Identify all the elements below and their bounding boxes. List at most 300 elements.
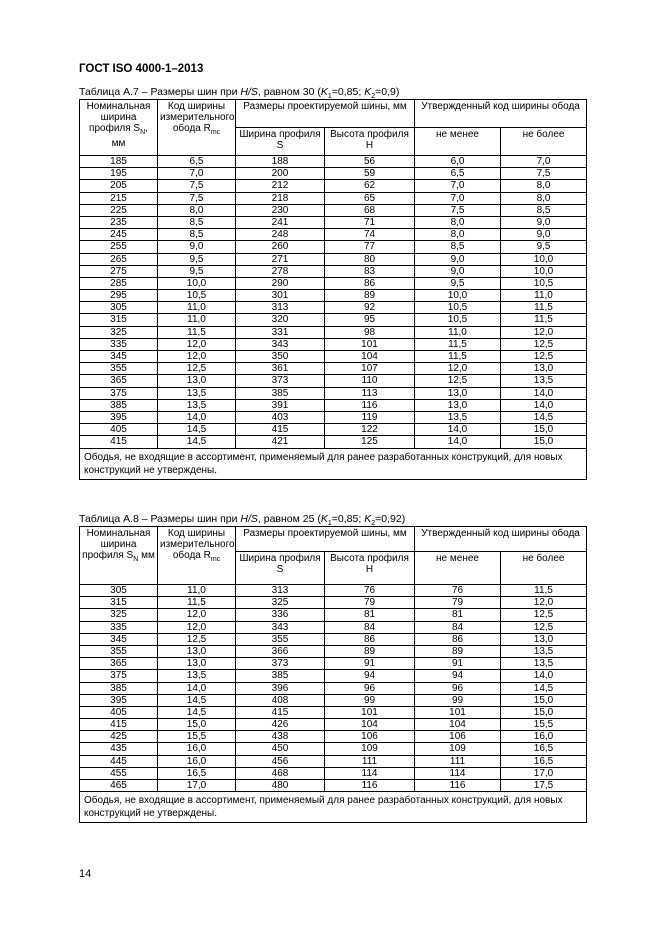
cell-min-rim: 13,0 xyxy=(415,399,501,411)
table-row xyxy=(80,694,587,706)
table-row xyxy=(80,229,587,241)
header-approved-rim-code: Утвержденный код ширины обода xyxy=(415,527,587,552)
table-row xyxy=(80,314,587,326)
cell-rim-code: 15,5 xyxy=(158,731,236,743)
cell-rim-code: 8,5 xyxy=(158,216,236,228)
cell-section-width: 271 xyxy=(236,253,325,265)
table-row xyxy=(80,216,587,228)
cell-nominal-width: 325 xyxy=(80,609,158,621)
cell-max-rim: 15,5 xyxy=(501,719,587,731)
cell-rim-code: 7,0 xyxy=(158,168,236,180)
cell-rim-code: 14,5 xyxy=(158,436,236,448)
cell-section-height: 99 xyxy=(325,694,415,706)
cell-section-height: 81 xyxy=(325,609,415,621)
table-a7-note: Ободья, не входящие в ассортимент, применяемый для ранее разработанных конструкций, для новых конструкций не утверждены. xyxy=(80,448,587,479)
cell-max-rim: 8,0 xyxy=(501,180,587,192)
cell-section-height: 68 xyxy=(325,204,415,216)
table-row xyxy=(80,387,587,399)
cell-max-rim: 15,0 xyxy=(501,436,587,448)
cell-max-rim: 17,0 xyxy=(501,767,587,779)
cell-section-height: 94 xyxy=(325,670,415,682)
cell-section-width: 468 xyxy=(236,767,325,779)
table-row xyxy=(80,253,587,265)
cell-nominal-width: 345 xyxy=(80,633,158,645)
header-max: не более xyxy=(501,552,587,585)
cell-section-height: 59 xyxy=(325,168,415,180)
cell-section-width: 385 xyxy=(236,670,325,682)
cell-max-rim: 9,0 xyxy=(501,216,587,228)
cell-min-rim: 7,5 xyxy=(415,204,501,216)
cell-rim-code: 12,0 xyxy=(158,621,236,633)
cell-rim-code: 14,0 xyxy=(158,411,236,423)
cell-section-height: 71 xyxy=(325,216,415,228)
cell-nominal-width: 395 xyxy=(80,411,158,423)
cell-rim-code: 10,0 xyxy=(158,277,236,289)
cell-section-width: 301 xyxy=(236,290,325,302)
cell-rim-code: 16,0 xyxy=(158,743,236,755)
cell-section-height: 116 xyxy=(325,780,415,792)
cell-max-rim: 7,5 xyxy=(501,168,587,180)
cell-rim-code: 14,5 xyxy=(158,424,236,436)
header-min: не менее xyxy=(415,552,501,585)
cell-section-width: 290 xyxy=(236,277,325,289)
cell-section-width: 218 xyxy=(236,192,325,204)
cell-min-rim: 8,0 xyxy=(415,229,501,241)
cell-section-width: 415 xyxy=(236,706,325,718)
cell-rim-code: 10,5 xyxy=(158,290,236,302)
cell-nominal-width: 435 xyxy=(80,743,158,755)
cell-section-width: 373 xyxy=(236,375,325,387)
cell-section-width: 248 xyxy=(236,229,325,241)
cell-rim-code: 11,5 xyxy=(158,326,236,338)
cell-max-rim: 12,5 xyxy=(501,351,587,363)
cell-nominal-width: 425 xyxy=(80,731,158,743)
cell-min-rim: 91 xyxy=(415,658,501,670)
cell-rim-code: 13,5 xyxy=(158,670,236,682)
cell-rim-code: 7,5 xyxy=(158,180,236,192)
cell-max-rim: 15,0 xyxy=(501,424,587,436)
table-row xyxy=(80,351,587,363)
cell-section-height: 109 xyxy=(325,743,415,755)
cell-max-rim: 12,5 xyxy=(501,609,587,621)
cell-min-rim: 10,0 xyxy=(415,290,501,302)
cell-nominal-width: 375 xyxy=(80,387,158,399)
cell-max-rim: 9,5 xyxy=(501,241,587,253)
cell-rim-code: 15,0 xyxy=(158,719,236,731)
cell-max-rim: 14,5 xyxy=(501,682,587,694)
table-row xyxy=(80,411,587,423)
cell-nominal-width: 255 xyxy=(80,241,158,253)
cell-section-width: 343 xyxy=(236,621,325,633)
cell-max-rim: 15,0 xyxy=(501,706,587,718)
cell-section-height: 86 xyxy=(325,633,415,645)
cell-min-rim: 114 xyxy=(415,767,501,779)
table-row xyxy=(80,755,587,767)
table-row xyxy=(80,767,587,779)
cell-section-width: 426 xyxy=(236,719,325,731)
cell-nominal-width: 325 xyxy=(80,326,158,338)
cell-section-height: 101 xyxy=(325,706,415,718)
cell-rim-code: 16,5 xyxy=(158,767,236,779)
cell-nominal-width: 215 xyxy=(80,192,158,204)
cell-min-rim: 8,0 xyxy=(415,216,501,228)
header-min: не менее xyxy=(415,128,501,156)
header-design-dimensions: Размеры проектируемой шины, мм xyxy=(236,100,415,128)
cell-nominal-width: 415 xyxy=(80,436,158,448)
cell-min-rim: 94 xyxy=(415,670,501,682)
cell-min-rim: 101 xyxy=(415,706,501,718)
cell-section-width: 391 xyxy=(236,399,325,411)
cell-min-rim: 116 xyxy=(415,780,501,792)
cell-rim-code: 14,5 xyxy=(158,706,236,718)
cell-section-height: 104 xyxy=(325,719,415,731)
cell-nominal-width: 265 xyxy=(80,253,158,265)
document-header: ГОСТ ISO 4000-1–2013 xyxy=(79,63,204,75)
cell-min-rim: 10,5 xyxy=(415,302,501,314)
cell-rim-code: 6,5 xyxy=(158,156,236,168)
cell-section-width: 212 xyxy=(236,180,325,192)
table-row xyxy=(80,436,587,448)
header-approved-rim-code: Утвержденный код ширины обода xyxy=(415,100,587,128)
cell-min-rim: 106 xyxy=(415,731,501,743)
table-row xyxy=(80,719,587,731)
cell-section-width: 278 xyxy=(236,265,325,277)
cell-max-rim: 16,5 xyxy=(501,743,587,755)
cell-section-width: 331 xyxy=(236,326,325,338)
cell-min-rim: 86 xyxy=(415,633,501,645)
table-row xyxy=(80,682,587,694)
cell-max-rim: 13,5 xyxy=(501,375,587,387)
cell-max-rim: 9,0 xyxy=(501,229,587,241)
cell-min-rim: 109 xyxy=(415,743,501,755)
header-rim-code: Код ширины измерительного обода $R_{mc}$ xyxy=(158,527,236,585)
page-number: 14 xyxy=(79,868,92,880)
cell-nominal-width: 315 xyxy=(80,597,158,609)
cell-max-rim: 11,0 xyxy=(501,290,587,302)
cell-section-height: 76 xyxy=(325,585,415,597)
cell-rim-code: 13,0 xyxy=(158,658,236,670)
cell-section-height: 110 xyxy=(325,375,415,387)
cell-section-height: 101 xyxy=(325,338,415,350)
cell-rim-code: 14,5 xyxy=(158,694,236,706)
cell-rim-code: 12,5 xyxy=(158,633,236,645)
cell-section-height: 79 xyxy=(325,597,415,609)
cell-min-rim: 12,5 xyxy=(415,375,501,387)
cell-max-rim: 8,0 xyxy=(501,192,587,204)
cell-rim-code: 12,5 xyxy=(158,363,236,375)
cell-min-rim: 81 xyxy=(415,609,501,621)
cell-max-rim: 14,0 xyxy=(501,399,587,411)
cell-section-height: 125 xyxy=(325,436,415,448)
cell-min-rim: 11,5 xyxy=(415,338,501,350)
cell-nominal-width: 405 xyxy=(80,424,158,436)
cell-min-rim: 79 xyxy=(415,597,501,609)
cell-nominal-width: 385 xyxy=(80,682,158,694)
cell-nominal-width: 365 xyxy=(80,375,158,387)
cell-rim-code: 9,5 xyxy=(158,253,236,265)
cell-nominal-width: 465 xyxy=(80,780,158,792)
cell-min-rim: 111 xyxy=(415,755,501,767)
cell-section-height: 80 xyxy=(325,253,415,265)
cell-min-rim: 7,0 xyxy=(415,180,501,192)
cell-max-rim: 14,0 xyxy=(501,387,587,399)
cell-section-width: 456 xyxy=(236,755,325,767)
cell-nominal-width: 235 xyxy=(80,216,158,228)
header-rim-code: Код ширины измерительного обода $R_{mc}$ xyxy=(158,100,236,156)
header-section-width: Ширина профиля S xyxy=(236,552,325,585)
table-a8-caption: Таблица А.8 – Размеры шин при H/S, равном 25 ($K_1=0,85$; $K_2=0,92$) xyxy=(79,513,406,528)
cell-section-width: 313 xyxy=(236,585,325,597)
cell-max-rim: 14,5 xyxy=(501,411,587,423)
cell-section-width: 385 xyxy=(236,387,325,399)
cell-section-width: 408 xyxy=(236,694,325,706)
cell-section-height: 114 xyxy=(325,767,415,779)
cell-nominal-width: 245 xyxy=(80,229,158,241)
table-row xyxy=(80,375,587,387)
cell-max-rim: 16,0 xyxy=(501,731,587,743)
cell-section-width: 421 xyxy=(236,436,325,448)
cell-min-rim: 9,0 xyxy=(415,253,501,265)
cell-section-width: 343 xyxy=(236,338,325,350)
cell-nominal-width: 395 xyxy=(80,694,158,706)
table-row xyxy=(80,585,587,597)
cell-min-rim: 76 xyxy=(415,585,501,597)
cell-min-rim: 13,0 xyxy=(415,387,501,399)
cell-max-rim: 12,5 xyxy=(501,338,587,350)
cell-section-height: 98 xyxy=(325,326,415,338)
cell-section-height: 95 xyxy=(325,314,415,326)
table-row xyxy=(80,326,587,338)
cell-rim-code: 11,0 xyxy=(158,314,236,326)
cell-max-rim: 7,0 xyxy=(501,156,587,168)
table-row xyxy=(80,731,587,743)
cell-section-height: 86 xyxy=(325,277,415,289)
cell-min-rim: 13,5 xyxy=(415,411,501,423)
table-row xyxy=(80,743,587,755)
cell-max-rim: 10,0 xyxy=(501,253,587,265)
cell-rim-code: 13,0 xyxy=(158,645,236,657)
cell-nominal-width: 345 xyxy=(80,351,158,363)
table-a7 xyxy=(79,99,587,480)
cell-min-rim: 104 xyxy=(415,719,501,731)
cell-min-rim: 14,0 xyxy=(415,424,501,436)
table-row xyxy=(80,204,587,216)
cell-nominal-width: 375 xyxy=(80,670,158,682)
cell-max-rim: 13,0 xyxy=(501,633,587,645)
cell-min-rim: 12,0 xyxy=(415,363,501,375)
cell-max-rim: 14,0 xyxy=(501,670,587,682)
cell-rim-code: 14,0 xyxy=(158,682,236,694)
cell-nominal-width: 335 xyxy=(80,338,158,350)
cell-section-height: 107 xyxy=(325,363,415,375)
cell-section-width: 403 xyxy=(236,411,325,423)
cell-max-rim: 15,0 xyxy=(501,694,587,706)
cell-rim-code: 11,0 xyxy=(158,302,236,314)
cell-nominal-width: 355 xyxy=(80,363,158,375)
cell-section-height: 116 xyxy=(325,399,415,411)
cell-min-rim: 11,5 xyxy=(415,351,501,363)
cell-min-rim: 14,0 xyxy=(415,436,501,448)
cell-section-width: 241 xyxy=(236,216,325,228)
header-nominal-width: Номинальная ширина профиля $S_N$ мм xyxy=(80,527,158,585)
cell-nominal-width: 185 xyxy=(80,156,158,168)
cell-section-width: 361 xyxy=(236,363,325,375)
cell-nominal-width: 335 xyxy=(80,621,158,633)
table-a8-note: Ободья, не входящие в ассортимент, применяемый для ранее разработанных конструкций, для новых конструкций не утверждены. xyxy=(80,792,587,823)
table-row xyxy=(80,192,587,204)
cell-max-rim: 17,5 xyxy=(501,780,587,792)
cell-rim-code: 8,5 xyxy=(158,229,236,241)
cell-nominal-width: 355 xyxy=(80,645,158,657)
cell-min-rim: 9,5 xyxy=(415,277,501,289)
cell-nominal-width: 385 xyxy=(80,399,158,411)
cell-rim-code: 12,0 xyxy=(158,609,236,621)
cell-section-width: 336 xyxy=(236,609,325,621)
cell-section-height: 84 xyxy=(325,621,415,633)
cell-section-width: 450 xyxy=(236,743,325,755)
table-row xyxy=(80,168,587,180)
cell-section-height: 106 xyxy=(325,731,415,743)
cell-section-height: 62 xyxy=(325,180,415,192)
table-row xyxy=(80,180,587,192)
header-nominal-width: Номинальная ширина профиля $S_N$, мм xyxy=(80,100,158,156)
cell-max-rim: 16,5 xyxy=(501,755,587,767)
cell-min-rim: 99 xyxy=(415,694,501,706)
header-section-height: Высота профиля H xyxy=(325,552,415,585)
cell-min-rim: 6,5 xyxy=(415,168,501,180)
cell-max-rim: 10,0 xyxy=(501,265,587,277)
cell-section-width: 188 xyxy=(236,156,325,168)
cell-section-width: 350 xyxy=(236,351,325,363)
table-row xyxy=(80,290,587,302)
cell-section-width: 320 xyxy=(236,314,325,326)
cell-section-width: 366 xyxy=(236,645,325,657)
cell-min-rim: 89 xyxy=(415,645,501,657)
cell-nominal-width: 275 xyxy=(80,265,158,277)
cell-section-height: 104 xyxy=(325,351,415,363)
table-row xyxy=(80,277,587,289)
cell-section-width: 396 xyxy=(236,682,325,694)
cell-section-width: 480 xyxy=(236,780,325,792)
cell-section-height: 119 xyxy=(325,411,415,423)
cell-nominal-width: 305 xyxy=(80,585,158,597)
cell-max-rim: 12,0 xyxy=(501,597,587,609)
cell-section-height: 77 xyxy=(325,241,415,253)
header-max: не более xyxy=(501,128,587,156)
cell-section-height: 89 xyxy=(325,645,415,657)
table-row xyxy=(80,241,587,253)
cell-section-height: 65 xyxy=(325,192,415,204)
cell-rim-code: 11,0 xyxy=(158,585,236,597)
cell-nominal-width: 315 xyxy=(80,314,158,326)
cell-section-height: 111 xyxy=(325,755,415,767)
cell-section-width: 200 xyxy=(236,168,325,180)
cell-max-rim: 13,5 xyxy=(501,645,587,657)
cell-nominal-width: 415 xyxy=(80,719,158,731)
cell-max-rim: 13,5 xyxy=(501,658,587,670)
cell-rim-code: 13,0 xyxy=(158,375,236,387)
cell-section-width: 373 xyxy=(236,658,325,670)
cell-nominal-width: 285 xyxy=(80,277,158,289)
cell-max-rim: 12,5 xyxy=(501,621,587,633)
cell-section-height: 89 xyxy=(325,290,415,302)
table-row xyxy=(80,780,587,792)
cell-nominal-width: 445 xyxy=(80,755,158,767)
cell-section-height: 83 xyxy=(325,265,415,277)
cell-min-rim: 8,5 xyxy=(415,241,501,253)
cell-rim-code: 12,0 xyxy=(158,351,236,363)
cell-nominal-width: 205 xyxy=(80,180,158,192)
table-row xyxy=(80,706,587,718)
table-row xyxy=(80,424,587,436)
cell-section-width: 260 xyxy=(236,241,325,253)
cell-nominal-width: 225 xyxy=(80,204,158,216)
cell-max-rim: 8,5 xyxy=(501,204,587,216)
cell-min-rim: 11,0 xyxy=(415,326,501,338)
cell-rim-code: 16,0 xyxy=(158,755,236,767)
cell-section-width: 438 xyxy=(236,731,325,743)
table-row xyxy=(80,399,587,411)
header-design-dimensions: Размеры проектируемой шины, мм xyxy=(236,527,415,552)
table-row xyxy=(80,302,587,314)
cell-rim-code: 13,5 xyxy=(158,399,236,411)
table-row xyxy=(80,597,587,609)
cell-min-rim: 96 xyxy=(415,682,501,694)
cell-min-rim: 84 xyxy=(415,621,501,633)
cell-min-rim: 9,0 xyxy=(415,265,501,277)
cell-max-rim: 11,5 xyxy=(501,314,587,326)
cell-section-height: 96 xyxy=(325,682,415,694)
table-a8 xyxy=(79,526,587,823)
cell-section-height: 91 xyxy=(325,658,415,670)
cell-nominal-width: 455 xyxy=(80,767,158,779)
cell-max-rim: 11,5 xyxy=(501,302,587,314)
cell-section-width: 415 xyxy=(236,424,325,436)
cell-section-height: 92 xyxy=(325,302,415,314)
cell-rim-code: 12,0 xyxy=(158,338,236,350)
table-row xyxy=(80,156,587,168)
table-a7-caption: Таблица А.7 – Размеры шин при H/S, равном 30 ($K_1=0,85$; $K_2=0,9$) xyxy=(79,86,400,101)
cell-max-rim: 13,0 xyxy=(501,363,587,375)
cell-min-rim: 7,0 xyxy=(415,192,501,204)
cell-section-width: 230 xyxy=(236,204,325,216)
cell-rim-code: 9,0 xyxy=(158,241,236,253)
table-row xyxy=(80,645,587,657)
table-row xyxy=(80,338,587,350)
cell-rim-code: 8,0 xyxy=(158,204,236,216)
cell-nominal-width: 295 xyxy=(80,290,158,302)
cell-rim-code: 11,5 xyxy=(158,597,236,609)
table-row xyxy=(80,363,587,375)
cell-rim-code: 13,5 xyxy=(158,387,236,399)
cell-rim-code: 17,0 xyxy=(158,780,236,792)
cell-nominal-width: 305 xyxy=(80,302,158,314)
table-row xyxy=(80,265,587,277)
cell-section-height: 113 xyxy=(325,387,415,399)
header-section-width: Ширина профиля S xyxy=(236,128,325,156)
cell-nominal-width: 405 xyxy=(80,706,158,718)
cell-section-height: 74 xyxy=(325,229,415,241)
cell-section-width: 313 xyxy=(236,302,325,314)
header-section-height: Высота профиля H xyxy=(325,128,415,156)
cell-max-rim: 10,5 xyxy=(501,277,587,289)
cell-nominal-width: 365 xyxy=(80,658,158,670)
cell-max-rim: 11,5 xyxy=(501,585,587,597)
table-row xyxy=(80,658,587,670)
cell-min-rim: 10,5 xyxy=(415,314,501,326)
table-row xyxy=(80,609,587,621)
cell-section-height: 56 xyxy=(325,156,415,168)
